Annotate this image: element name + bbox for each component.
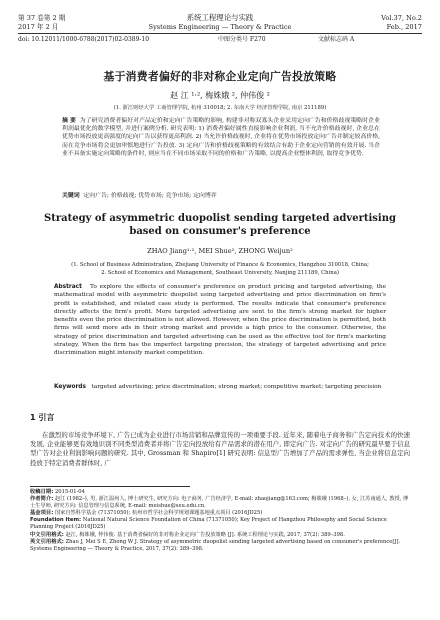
journal-date-en: Feb., 2017 bbox=[386, 23, 422, 31]
authors-cn: 赵 江 ¹·², 梅姝娥 ², 仲伟俊 ² bbox=[170, 91, 270, 100]
journal-volume-en: Vol.37, No.2 bbox=[381, 14, 422, 22]
cite-cn-label: 中文引用格式: bbox=[30, 531, 64, 538]
intro-paragraph: 在激烈的市场竞争环境下, 广告已成为企业进行市场营销和品牌宣传的一项重要手段. 近年来, 随着电子商务和广告定向技术的快速发展, 企业能够更有效地识别不同类型消费者并将广告定向投放给有产品需求的潜在用户, 即定向广告. 对定向广告的研究最早要于信息型广告对企业利润影响问题的研究. 其中, Grossman 和 Shapiro[1] 研究表明: 信息型广告增加了产品的需求弹性, 当企业将信息定向投放于特定消费者群体时, 广 bbox=[30, 431, 410, 467]
abstract-en bbox=[54, 283, 386, 358]
paper-title-cn: 基于消费者偏好的非对称企业定向广告投放策略 bbox=[103, 70, 337, 83]
affiliation-en-2: 2. School of Economics and Management, Southeast University, Nanjing 211189, China) bbox=[101, 270, 339, 276]
author-bio bbox=[30, 496, 410, 510]
abstract-cn bbox=[62, 117, 380, 158]
abstract-cn-text: 为了研究消费者偏好对产品定价和定向广告策略的影响, 构建非对称双寡头企业采用定向广告和价格歧视策略时企业利润最优化的数学模型, 并进行案例分析. 研究表明: 1) 消费者偏好属性直接影响企业利润, 当不允许价格歧视时, 企业总在优势市场投放更高强度的定向广告以获得更高利润. 2) 当允许价格歧视时, 企业将在优势市场投放定向广告并制定较高价格, 而在竞争市场将会更加审慎地进行广告投放. 3) 定向广告和价格歧视策略的有效结合有助于企业定向营销的有效开展. 当企业不具备实施定向策略的条件时, 则应当在不同市场采取不同的价格和广告策略, 以提高企业整体利润, 取得竞争优势. bbox=[62, 118, 380, 157]
keywords-cn bbox=[62, 192, 380, 200]
fund-info-en bbox=[30, 517, 410, 531]
fund-en-value: National Natural Science Foundation of China (71371050); Key Project of Hangzhou Philosophy and Social Science Planning Project (2016JD25) bbox=[30, 517, 387, 531]
clc-number: 中图分类号 F270 bbox=[218, 36, 266, 43]
fund-value: 国家自然科学基金 (71371050); 杭州市哲学社会科学规划课题基地重点项目 (2016JD25) bbox=[54, 510, 263, 517]
affiliation-en-1: (1. School of Business Administration, Zhejiang University of Finance & Economics, Hangzhou 310018, China; bbox=[71, 262, 369, 268]
footnote-rule bbox=[30, 486, 190, 487]
keywords-en-label: Keywords bbox=[54, 384, 86, 390]
section-heading: 1 引言 bbox=[30, 413, 55, 422]
journal-volume: 第 37 卷第 2 期 bbox=[18, 14, 66, 22]
abstract-en-text: To explore the effects of consumer's preference on product pricing and targeted advertising, the mathematical model with asymmetric duopolist using targeted advertising and price discrimination on firm's profit is established, and related case study is performed. The results indicate that consumer's preference directly affects the firm's profit. More targeted advertising are sent to the firm's strong market for higher benefits even the price discrimination is not allowed. However, when the price discrimination is permitted, both firms will send more ads in their strong market and provide a high price to the consumer. Otherwise, the strategy of price discrimination and targeted advertising can be used as the effective tool for firm's marketing strategy. When the firm has the imperfect targeting precision, the strategy of targeted advertising and price discrimination might intensify market competition. bbox=[54, 284, 386, 357]
keywords-en bbox=[54, 383, 386, 391]
bio-value: 赵江 (1982–), 男, 浙江温州人, 博士研究生, 研究方向: 电子商务, 广告经济学, E-mail: zhaojiang@163.com; 梅姝娥 (1968–), 女, 江苏南通人, 教授, 博士生导师, 研究方向: 信息管理与信息系统, E-mail: meishue@seu.edu.cn. bbox=[30, 496, 409, 510]
received-value: 2015-01-04 bbox=[54, 489, 85, 495]
abstract-cn-label: 摘 要 bbox=[62, 118, 76, 124]
cite-en-label: 英文引用格式: bbox=[30, 538, 64, 545]
doi: doi: 10.12011/1000-6788(2017)02-0389-10 bbox=[18, 36, 150, 43]
cite-en-value: Zhao J, Mei S E, Zhong W J. Strategy of asymmetric duopolist sending targeted advertising based on consumer's preference[J]. Systems Engineering — Theory & Practice, 2017, 37(2): 389–398. bbox=[30, 538, 401, 552]
keywords-cn-label: 关键词 bbox=[62, 193, 80, 199]
paper-title-en: Strategy of asymmetric duopolist sending targeted advertising based on consumer's preference bbox=[44, 213, 396, 237]
authors-en: ZHAO Jiang¹·², MEI Shue², ZHONG Weijun² bbox=[147, 247, 293, 255]
footnotes bbox=[30, 489, 410, 553]
keywords-en-text: targeted advertising; price discrimination; strong market; competitive market; targeting precision bbox=[91, 384, 382, 390]
citation-cn bbox=[30, 532, 410, 539]
fund-en-label: Foundation item: bbox=[30, 517, 82, 524]
document-code: 文献标志码 A bbox=[318, 36, 355, 43]
abstract-en-label: Abstract bbox=[54, 284, 82, 290]
journal-date: 2017 年 2 月 bbox=[18, 23, 59, 31]
bio-label: 作者简介: bbox=[30, 496, 54, 503]
journal-name-en: Systems Engineering — Theory & Practice bbox=[148, 23, 292, 31]
header-rule bbox=[18, 33, 422, 34]
fund-label: 基金项目: bbox=[30, 510, 54, 517]
affiliation-cn: (1. 浙江财经大学 工商管理学院, 杭州 310018; 2. 东南大学 经济管理学院, 南京 211189) bbox=[113, 105, 327, 111]
received-label: 收稿日期: bbox=[30, 489, 54, 495]
citation-en bbox=[30, 539, 410, 553]
journal-name-cn: 系统工程理论与实践 bbox=[186, 13, 254, 22]
cite-cn-value: 赵江, 梅姝娥, 仲伟俊. 基于消费者偏好的非对称企业定向广告投放策略 [J]. 系统工程理论与实践, 2017, 37(2): 389–398. bbox=[65, 531, 345, 538]
keywords-cn-text: 定向广告; 价格歧视; 优势市场; 竞争市场; 定向博弈 bbox=[83, 193, 217, 199]
